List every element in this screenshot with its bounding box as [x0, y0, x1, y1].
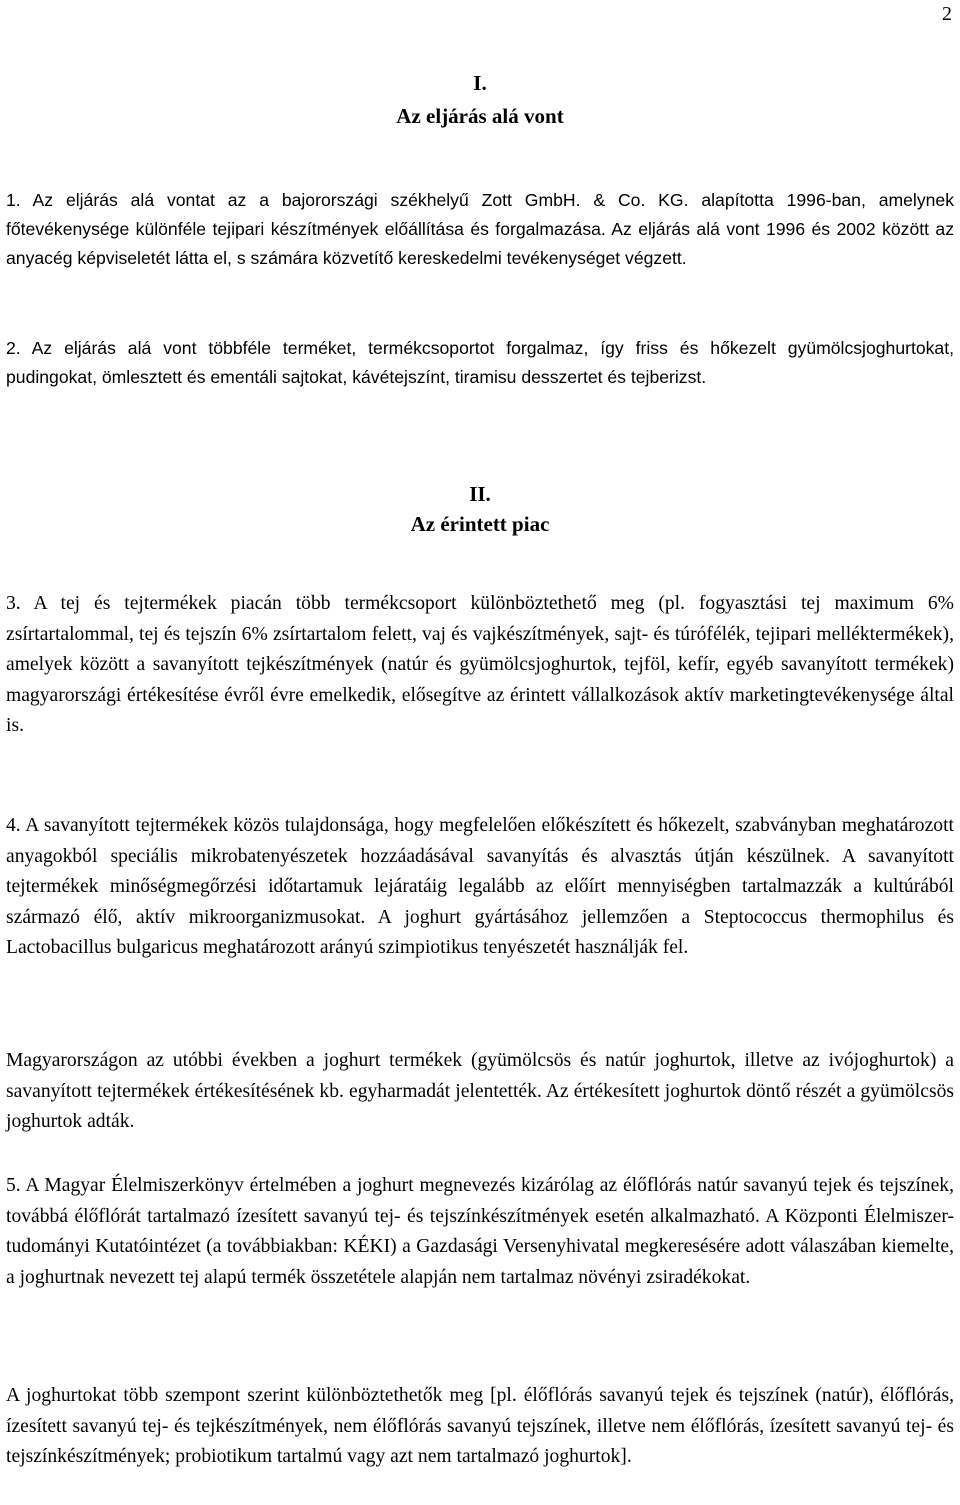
paragraph-1: 1. Az eljárás alá vontat az a bajorországi székhelyű Zott GmbH. & Co. KG. alapította 1996-ban, amelynek főtevékenysége különféle tejipari készítmények előállítása és forgalmazása. Az eljárás alá vont 1996 és 2002 között az anyacég képviseletét látta el, s számára közvetítő kereskedelmi tevékenységet végzett.: [6, 190, 954, 268]
page-number: 2: [942, 3, 952, 25]
paragraph-5: Magyarországon az utóbbi években a joghurt termékek (gyümölcsös és natúr joghurtok, illetve az ivójoghurtok) a savanyított tejtermékek értékesítésének kb. egyharmadát jelentették. Az értékesített joghurtok döntő részét a gyümölcsös joghurtok adták.: [6, 1050, 954, 1132]
paragraph-2: 2. Az eljárás alá vont többféle terméket, termékcsoportot forgalmaz, így friss és hőkezelt gyümölcsjoghurtokat, pudingokat, ömlesztett és ementáli sajtokat, kávétejszínt, tiramisu desszertet és tejberizst.: [6, 338, 954, 387]
section-title-2: Az érintett piac: [410, 512, 550, 536]
section-numeral-1: I.: [473, 71, 487, 95]
paragraph-6: 5. A Magyar Élelmiszerkönyv értelmében a joghurt megnevezés kizárólag az élőflórás natúr savanyú tejek és tejszínek, továbbá élőflórát tartalmazó ízesített savanyú tej- és tejszínkészítmények esetén alkalmazható. A Központi Élelmiszer-tudományi Kutatóintézet (a továbbiakban: KÉKI) a Gazdasági Versenyhivatal megkeresésére adott válaszában kiemelte, a joghurtnak nevezett tej alapú termék összetétele alapján nem tartalmaz növényi zsiradékokat.: [6, 1175, 954, 1288]
paragraph-7: A joghurtokat több szempont szerint különböztethetők meg [pl. élőflórás savanyú tejek és tejszínek (natúr), élőflórás, ízesített savanyú tej- és tejkészítmények, nem élőflórás savanyú tejszínek, illetve nem élőflórás, ízesített savanyú tej- és tejszínkészítmények; probiotikum tartalmú vagy azt nem tartalmazó joghurtok].: [6, 1385, 954, 1467]
paragraph-4: 4. A savanyított tejtermékek közös tulajdonsága, hogy megfelelően előkészített és hőkezelt, szabványban meghatározott anyagokból speciális mikrobatenyészetek hozzáadásával savanyítás és alvasztás útján készülnek. A savanyított tejtermékek minőségmegőrzési időtartamuk lejáratáig legalább az előírt mennyiségben tartalmazzák a kultúrából származó élő, aktív mikroorganizmusokat. A joghurt gyártásához jellemzően a Steptococcus thermophilus és Lactobacillus bulgaricus meghatározott arányú szimpiotikus tenyészetét használják fel.: [6, 815, 954, 958]
section-title-1: Az eljárás alá vont: [396, 104, 564, 128]
section-numeral-2: II.: [469, 482, 491, 506]
paragraph-3: 3. A tej és tejtermékek piacán több termékcsoport különböztethető meg (pl. fogyasztási tej maximum 6% zsírtartalommal, tej és tejszín 6% zsírtartalom felett, vaj és vajkészítmények, sajt- és túrófélék, tejipari melléktermékek), amelyek között a savanyított tejkészítmények (natúr és gyümölcsjoghurtok, tejföl, kefír, egyéb savanyított termékek) magyarországi értékesítése évről évre emelkedik, elősegítve az érintett vállalkozások aktív marketingtevékenysége által is.: [6, 593, 954, 736]
